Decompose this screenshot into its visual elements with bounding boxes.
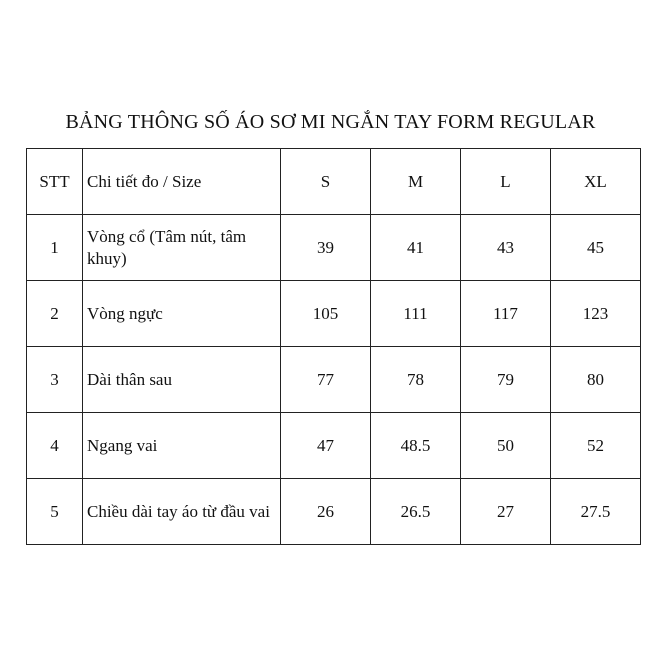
value-m: 26.5 <box>371 479 461 545</box>
value-s: 47 <box>281 413 371 479</box>
value-m: 48.5 <box>371 413 461 479</box>
measurement-name: Vòng ngực <box>83 281 281 347</box>
value-l: 27 <box>461 479 551 545</box>
size-chart-table <box>26 148 641 545</box>
value-l: 117 <box>461 281 551 347</box>
row-number: 2 <box>27 281 83 347</box>
table-row <box>27 347 641 413</box>
table-header-row <box>27 149 641 215</box>
table-row <box>27 413 641 479</box>
value-l: 79 <box>461 347 551 413</box>
value-xl: 80 <box>551 347 641 413</box>
table-row <box>27 281 641 347</box>
value-m: 111 <box>371 281 461 347</box>
value-s: 39 <box>281 215 371 281</box>
value-l: 43 <box>461 215 551 281</box>
measurement-name: Ngang vai <box>83 413 281 479</box>
header-size-s: S <box>281 149 371 215</box>
row-number: 4 <box>27 413 83 479</box>
table-row <box>27 215 641 281</box>
row-number: 1 <box>27 215 83 281</box>
value-m: 41 <box>371 215 461 281</box>
header-size-m: M <box>371 149 461 215</box>
header-stt: STT <box>27 149 83 215</box>
page-title: BẢNG THÔNG SỐ ÁO SƠ MI NGẮN TAY FORM REGULAR <box>65 111 596 133</box>
value-l: 50 <box>461 413 551 479</box>
row-number: 3 <box>27 347 83 413</box>
value-m: 78 <box>371 347 461 413</box>
value-s: 105 <box>281 281 371 347</box>
measurement-name: Vòng cổ (Tâm nút, tâm khuy) <box>83 215 281 281</box>
measurement-name: Chiều dài tay áo từ đầu vai <box>83 479 281 545</box>
value-s: 77 <box>281 347 371 413</box>
header-size-xl: XL <box>551 149 641 215</box>
measurement-name: Dài thân sau <box>83 347 281 413</box>
value-xl: 52 <box>551 413 641 479</box>
header-measurement-detail: Chi tiết đo / Size <box>83 149 281 215</box>
table-row <box>27 479 641 545</box>
value-xl: 123 <box>551 281 641 347</box>
header-size-l: L <box>461 149 551 215</box>
value-s: 26 <box>281 479 371 545</box>
value-xl: 27.5 <box>551 479 641 545</box>
value-xl: 45 <box>551 215 641 281</box>
row-number: 5 <box>27 479 83 545</box>
